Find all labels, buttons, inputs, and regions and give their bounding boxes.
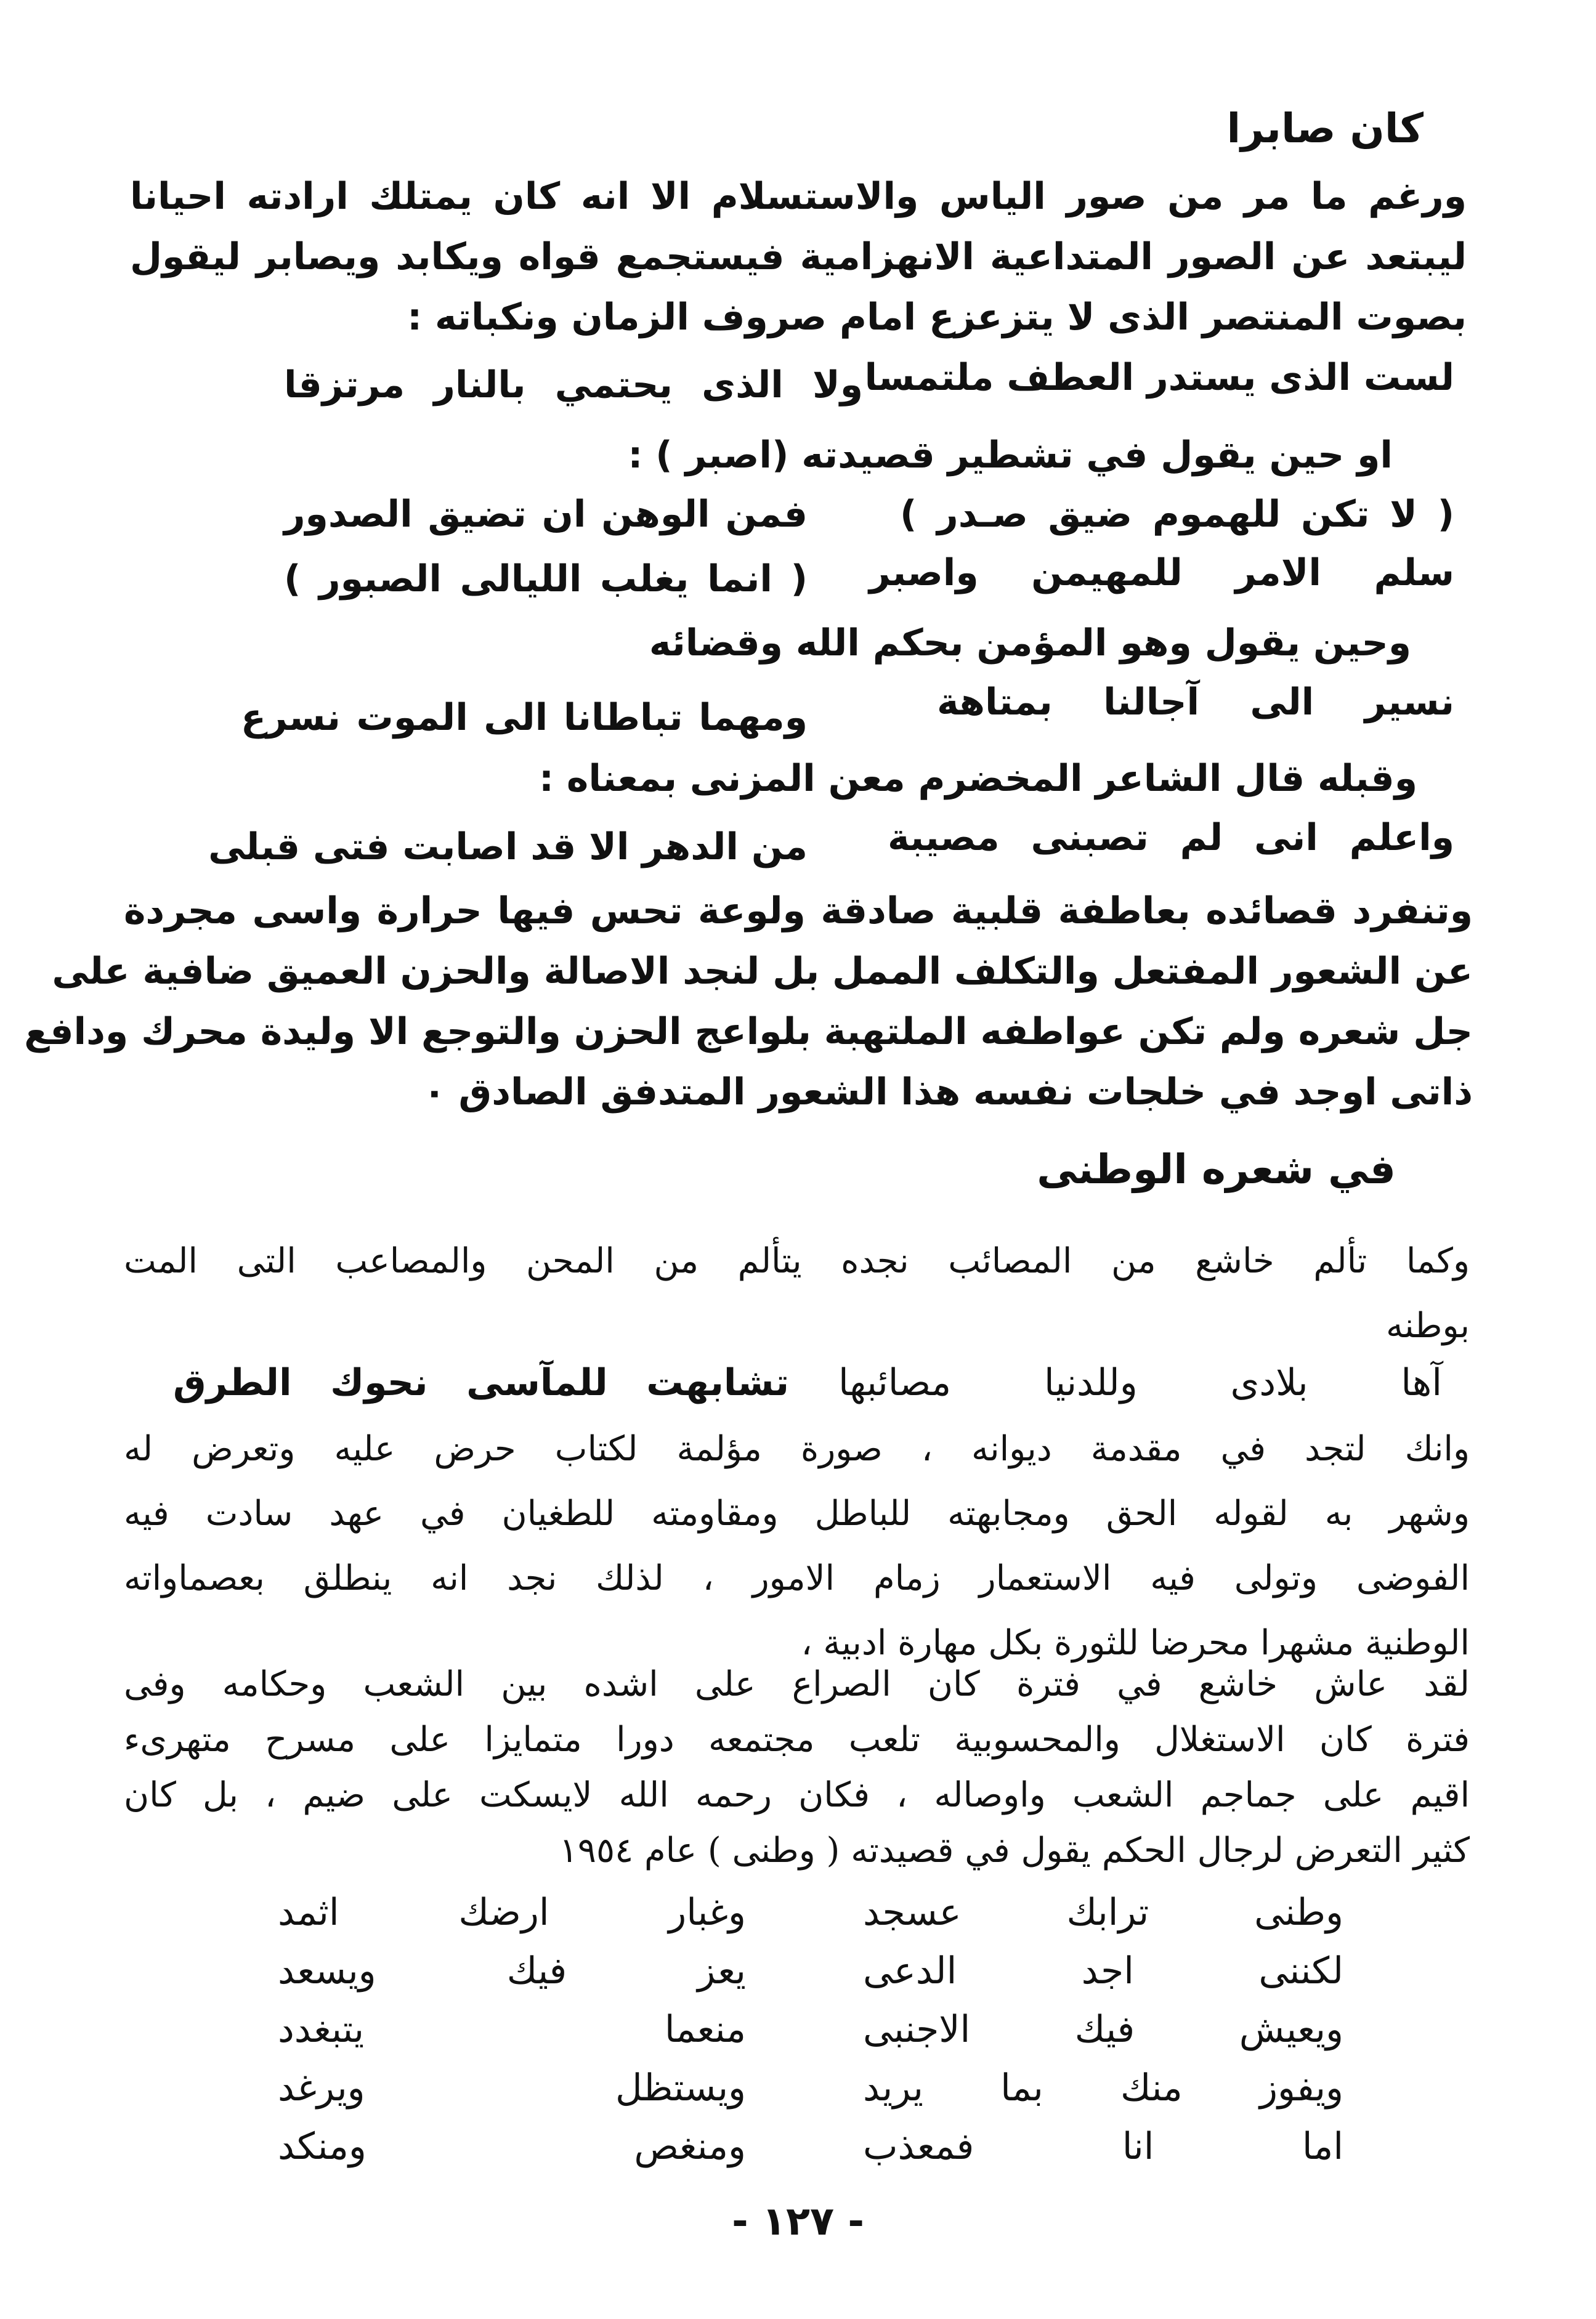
- poem-hemistich-left: منعما يتبغدد: [278, 2008, 746, 2051]
- paragraph-line: بصوت المنتصر الذى لا يتزعزع امام صروف الزمان ونكباته :: [407, 296, 1467, 339]
- poem-hemistich-right: لكننى اجد الدعى: [863, 1949, 1343, 1993]
- paragraph-line: الوطنية مشهرا محرضا للثورة بكل مهارة ادبية ،: [801, 1623, 1470, 1663]
- paragraph-line: عن الشعور المفتعل والتكلف الممل بل لنجد الاصالة والحزن العميق ضافية على: [52, 950, 1473, 993]
- paragraph-line: بوطنه: [1385, 1306, 1470, 1346]
- paragraph-line: جل شعره ولم تكن عواطفه الملتهبة بلواعج الحزن والتوجع الا وليدة محرك ودافع: [24, 1010, 1473, 1053]
- paragraph-line: وانك لتجد في مقدمة ديوانه ، صورة مؤلمة لكتاب حرض عليه وتعرض له: [124, 1429, 1470, 1469]
- poem-hemistich-left: وغبار ارضك اثمد: [278, 1891, 746, 1934]
- paragraph: [124, 1229, 1470, 1358]
- paragraph-line: وتنفرد قصائده بعاطفة قلبية صادقة ولوعة تحس فيها حرارة واسى مجردة: [124, 889, 1473, 933]
- section-title: كان صابرا: [1226, 105, 1424, 152]
- poem-hemistich-left: يعز فيك ويسعد: [278, 1949, 746, 1993]
- verse-hemistich-left: من الدهر الا قد اصابت فتى قبلى: [208, 825, 808, 868]
- verse-hemistich-left: ولا الذى يحتمي بالنار مرتزقا: [284, 363, 863, 407]
- paragraph-line: كثير التعرض لرجال الحكم يقول في قصيدته ( وطنى ) عام ١٩٥٤: [559, 1831, 1470, 1871]
- paragraph-line: اقيم على جماجم الشعب واوصاله ، فكان رحمه الله لايسكت على ضيم ، بل كان: [124, 1775, 1470, 1815]
- section-title: في شعره الوطنى: [1037, 1146, 1396, 1193]
- paragraph-line: ذاتى اوجد في خلجات نفسه هذا الشعور المتدفق الصادق ٠: [423, 1070, 1473, 1114]
- verse-intro: وحين يقول وهو المؤمن بحكم الله وقضائه: [649, 621, 1411, 665]
- paragraph-line: الفوضى وتولى فيه الاستعمار زمام الامور ، لذلك نجد انه ينطلق بعصماواته: [124, 1558, 1470, 1598]
- paragraph-line: وشهر به لقوله الحق ومجابهته للباطل ومقاومته للطغيان في عهد سادت فيه: [124, 1494, 1470, 1534]
- paragraph: [124, 1417, 1470, 1675]
- paragraph: [130, 166, 1467, 347]
- paragraph: [124, 1657, 1470, 1879]
- verse-hemistich-right: لست الذى يستدر العطف ملتمسا: [864, 356, 1454, 399]
- poem-hemistich-right: اما انا فمعذب: [863, 2125, 1343, 2168]
- verse-hemistich-right: سلم الامر للمهيمن واصبر: [869, 551, 1454, 594]
- page-number: - ١٢٧ -: [732, 2199, 864, 2244]
- verse-hemistich-left: فمن الوهن ان تضيق الصدور: [284, 493, 808, 536]
- paragraph: [24, 881, 1473, 1122]
- verse-intro: وقبله قال الشاعر المخضرم معن المزنى بمعناه :: [539, 757, 1417, 800]
- paragraph-line: لقد عاش خاشع في فترة كان الصراع على اشده بين الشعب وحكامه وفى: [124, 1664, 1470, 1704]
- verse-hemistich-right: آها بلادى وللدنيا مصائبها: [838, 1361, 1442, 1404]
- poem-hemistich-left: ويستظل ويرغد: [278, 2066, 746, 2110]
- paragraph-line: ليبتعد عن الصور المتداعية الانهزامية فيستجمع قواه ويكابد ويصابر ليقول: [130, 235, 1467, 278]
- verse-intro: او حين يقول في تشطير قصيدته (اصبر ) :: [628, 434, 1393, 477]
- poem-hemistich-left: ومنغص ومنكد: [278, 2125, 746, 2168]
- paragraph-line: فترة كان الاستغلال والمحسوبية تلعب مجتمعه دورا متمايزا على مسرح متهرىء: [124, 1720, 1470, 1760]
- verse-hemistich-right: ( لا تكن للهموم ضيق صـدر ): [900, 493, 1454, 536]
- verse-hemistich-left: تشابهت للمآسى نحوك الطرق: [173, 1361, 789, 1404]
- paragraph-line: ورغم ما مر من صور الياس والاستسلام الا انه كان يمتلك ارادته احيانا: [130, 175, 1467, 218]
- verse-hemistich-left: ومهما تباطانا الى الموت نسرع: [241, 696, 808, 739]
- poem-hemistich-right: ويفوز منك بما يريد: [863, 2066, 1343, 2110]
- verse-hemistich-right: واعلم انى لم تصبنى مصيبة: [888, 816, 1454, 859]
- verse-hemistich-left: ( انما يغلب الليالى الصبور ): [284, 557, 808, 601]
- poem-hemistich-right: وطنى ترابك عسجد: [863, 1891, 1343, 1934]
- paragraph-line: وكما تألم خاشع من المصائب نجده يتألم من المحن والمصاعب التى المت: [124, 1241, 1470, 1281]
- verse-hemistich-right: نسير الى آجالنا بمتاهة: [937, 681, 1454, 724]
- poem-hemistich-right: ويعيش فيك الاجنبى: [863, 2008, 1343, 2051]
